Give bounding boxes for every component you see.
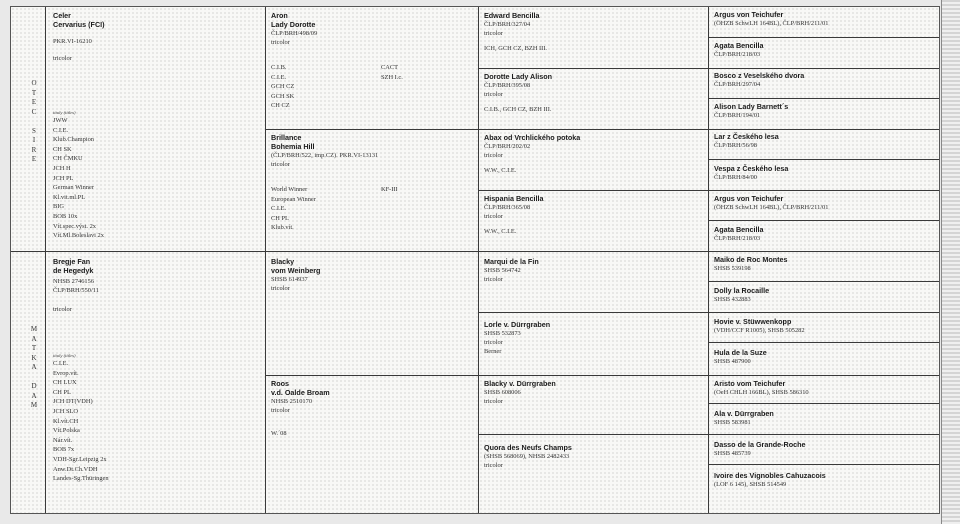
ancestor-cell bbox=[484, 133, 704, 189]
ancestor-color: tricolor bbox=[271, 39, 290, 46]
divider bbox=[478, 68, 939, 69]
ancestor-name: Brillance Bohemia Hill bbox=[271, 133, 315, 151]
ancestor-cell bbox=[271, 133, 474, 249]
divider bbox=[11, 251, 939, 252]
ancestor-name: Lorle v. Dürrgraben bbox=[484, 320, 551, 329]
ancestor-cell bbox=[714, 132, 936, 158]
side-label-letter: T bbox=[31, 344, 37, 352]
ancestor-name: Roos v.d. Oalde Broam bbox=[271, 379, 330, 397]
ancestor-cell bbox=[484, 443, 704, 509]
ancestor-registration: ČLP/BRH/365/08 bbox=[484, 204, 531, 211]
ancestor-cell bbox=[484, 379, 704, 433]
ancestor-registration: ČLP/BRH/395/08 bbox=[484, 82, 531, 89]
ancestor-name: Ala v. Dürrgraben bbox=[714, 409, 774, 418]
ancestor-registration: SHSB 608006 bbox=[484, 389, 521, 396]
side-label-letter: E bbox=[31, 155, 37, 163]
ancestor-name: Aron Lady Dorotte bbox=[271, 11, 316, 29]
ancestor-name: Quora des Neufs Champs bbox=[484, 443, 572, 452]
divider bbox=[708, 281, 939, 282]
ancestor-color: tricolor bbox=[271, 161, 290, 168]
side-label-letter bbox=[33, 117, 35, 127]
side-label-letter: O bbox=[31, 79, 37, 87]
ancestor-name: Lar z Českého lesa bbox=[714, 132, 779, 141]
ancestor-color: tricolor bbox=[484, 276, 503, 283]
ancestor-cell bbox=[714, 255, 936, 281]
ancestor-name: Dasso de la Grande-Roche bbox=[714, 440, 806, 449]
ancestor-cell bbox=[714, 471, 936, 501]
pedigree-chart bbox=[10, 6, 940, 514]
sire-side-label bbox=[25, 79, 43, 165]
side-label-letter: A bbox=[31, 391, 37, 400]
page-edge bbox=[941, 0, 960, 524]
ancestor-name: Agata Bencilla bbox=[714, 41, 764, 50]
ancestor-registration: (ÖHZB SchwLH 164BL), ČLP/BRH/211/01 bbox=[714, 204, 829, 211]
side-label-letter: T bbox=[31, 88, 37, 97]
ancestor-cell bbox=[714, 317, 936, 343]
ancestor-registration: ČLP/BRH/56/98 bbox=[714, 142, 757, 149]
ancestor-titles: Berner bbox=[484, 348, 502, 355]
ancestor-cell bbox=[714, 348, 936, 374]
sire-titles: JWW C.I.E. Klub.Champion CH SK CH ČMKU JCH H JCH PL German Winner Kl.vit.ml.PL BIG BOB 10x Vít.spec.výst. 2x Vít.Ml.Boleslavi 2x bbox=[53, 117, 104, 240]
ancestor-name: Hula de la Suze bbox=[714, 348, 767, 357]
ancestor-cell bbox=[714, 164, 936, 190]
divider bbox=[478, 190, 939, 191]
ancestor-name: Hispania Bencilla bbox=[484, 194, 544, 203]
ancestor-registration: (OeH CHLH 166BL), SHSB 586310 bbox=[714, 389, 809, 396]
ancestor-titles: W.´08 bbox=[271, 430, 287, 437]
side-label-letter: E bbox=[31, 98, 37, 106]
side-label-letter: D bbox=[31, 382, 37, 390]
side-label-letter bbox=[33, 373, 35, 383]
sire-name: Celer Cervarius (FCI) bbox=[53, 11, 105, 29]
divider bbox=[708, 220, 939, 221]
ancestor-registration: SHSB 614937 bbox=[271, 276, 308, 283]
ancestor-registration: ČLP/BRH/297/04 bbox=[714, 81, 761, 88]
ancestor-registration: SHSB 487900 bbox=[714, 358, 751, 365]
ancestor-registration: SHSB 539198 bbox=[714, 265, 751, 272]
divider bbox=[708, 159, 939, 160]
ancestor-name: Argus von Teichufer bbox=[714, 10, 784, 19]
ancestor-color: tricolor bbox=[271, 407, 290, 414]
ancestor-name: Blacky v. Dürrgraben bbox=[484, 379, 556, 388]
ancestor-name: Aristo vom Teichufer bbox=[714, 379, 786, 388]
ancestor-cell bbox=[484, 11, 704, 67]
ancestor-registration: SHSB 532873 bbox=[484, 330, 521, 337]
ancestor-name: Dorotte Lady Alison bbox=[484, 72, 553, 81]
ancestor-registration: SHSB 485739 bbox=[714, 450, 751, 457]
ancestor-registration: ČLP/BRH/218/03 bbox=[714, 51, 761, 58]
ancestor-name: Ivoire des Vignobles Cahuzacois bbox=[714, 471, 826, 480]
ancestor-cell bbox=[714, 10, 936, 36]
divider bbox=[708, 37, 939, 38]
ancestor-cell bbox=[714, 409, 936, 435]
divider bbox=[708, 7, 709, 513]
dam-registration: NHSB 2746156 ČLP/BRH/550/11 bbox=[53, 278, 99, 294]
ancestor-cell bbox=[714, 71, 936, 97]
ancestor-registration: SHSB 432883 bbox=[714, 296, 751, 303]
ancestor-cell bbox=[714, 286, 936, 312]
divider bbox=[478, 312, 939, 313]
sire-titles-heading: tituly (titles) bbox=[53, 110, 76, 115]
ancestor-cell bbox=[714, 225, 936, 251]
ancestor-color: tricolor bbox=[484, 462, 503, 469]
side-label-letter: M bbox=[30, 325, 38, 333]
ancestor-cell bbox=[271, 257, 474, 373]
ancestor-name: Abax od Vrchlického potoka bbox=[484, 133, 581, 142]
ancestor-registration: NHSB 2510170 bbox=[271, 398, 313, 405]
divider bbox=[265, 7, 266, 513]
ancestor-name: Argus von Teichufer bbox=[714, 194, 784, 203]
dam-name: Bregje Fan de Hegedyk bbox=[53, 257, 94, 275]
ancestor-color: tricolor bbox=[484, 213, 503, 220]
ancestor-cell bbox=[714, 379, 936, 405]
ancestor-cell bbox=[484, 320, 704, 374]
ancestor-name: Agata Bencilla bbox=[714, 225, 764, 234]
ancestor-registration: (VDH/CCF R1005), SHSB 505282 bbox=[714, 327, 805, 334]
ancestor-color: tricolor bbox=[271, 285, 290, 292]
side-label-letter: A bbox=[31, 363, 37, 371]
dam-side-label bbox=[25, 325, 43, 411]
divider bbox=[45, 7, 46, 513]
sire-color: tricolor bbox=[53, 55, 72, 62]
ancestor-name: Bosco z Veselského dvora bbox=[714, 71, 805, 80]
side-label-letter: R bbox=[31, 145, 37, 154]
dam-titles: C.I.E. Evrop.vít. CH LUX CH PL JCH DT(VDH) JCH SLO Kl.vít.CH Vít.Polska Nár.vít. BOB 7x VDH-Sgr.Leipzig 2x Anw.Dt.Ch.VDH Landes-Sg.Thüringen bbox=[53, 360, 109, 483]
dam-cell bbox=[53, 257, 258, 511]
divider bbox=[265, 375, 939, 376]
ancestor-color: tricolor bbox=[484, 152, 503, 159]
ancestor-name: Vespa z Českého lesa bbox=[714, 164, 789, 173]
ancestor-registration: (LOF 6 145), SHSB 514549 bbox=[714, 481, 787, 488]
ancestor-name: Dolly la Rocaille bbox=[714, 286, 770, 295]
side-label-letter: S bbox=[32, 126, 36, 135]
side-label-letter: I bbox=[32, 136, 36, 144]
ancestor-registration: ČLP/BRH/327/04 bbox=[484, 21, 531, 28]
side-label-letter: C bbox=[31, 107, 37, 116]
side-label-letter: A bbox=[31, 334, 37, 343]
divider bbox=[708, 98, 939, 99]
ancestor-cell bbox=[484, 72, 704, 128]
ancestor-cell bbox=[271, 379, 474, 509]
ancestor-registration: ČLP/BRH/194/01 bbox=[714, 112, 761, 119]
ancestor-cell bbox=[714, 102, 936, 128]
ancestor-titles: W.W., C.I.E. bbox=[484, 228, 517, 235]
ancestor-titles: ICH, GCH CZ, BZH III. bbox=[484, 45, 548, 52]
ancestor-name: Blacky vom Weinberg bbox=[271, 257, 321, 275]
sire-registration: PKR.VI-16210 bbox=[53, 38, 92, 45]
sire-cell bbox=[53, 11, 258, 249]
ancestor-name: Edward Bencilla bbox=[484, 11, 540, 20]
side-label-letter: K bbox=[31, 353, 37, 362]
ancestor-work-titles: KF-III bbox=[381, 186, 398, 193]
ancestor-registration: (SHSB 568069), NHSB 2482433 bbox=[484, 453, 570, 460]
side-label-letter: M bbox=[30, 401, 38, 409]
dam-color: tricolor bbox=[53, 306, 72, 313]
ancestor-titles: C.I.B. C.I.E. GCH CZ GCH SK CH CZ bbox=[271, 64, 295, 110]
divider bbox=[478, 7, 479, 513]
ancestor-registration: (ÖHZB SchwLH 164BL), ČLP/BRH/211/01 bbox=[714, 20, 829, 27]
ancestor-color: tricolor bbox=[484, 339, 503, 346]
ancestor-name: Hovie v. Stüwwenkopp bbox=[714, 317, 792, 326]
ancestor-color: tricolor bbox=[484, 398, 503, 405]
ancestor-cell bbox=[484, 257, 704, 311]
ancestor-titles: W.W., C.I.E. bbox=[484, 167, 517, 174]
ancestor-registration: ČLP/BRH/218/03 bbox=[714, 235, 761, 242]
ancestor-cell bbox=[714, 41, 936, 67]
ancestor-registration: (ČLP/BRH/522, imp.CZ). PKR.VI-13131 bbox=[271, 152, 379, 159]
ancestor-work-titles: CACT SZH I.c. bbox=[381, 64, 403, 81]
ancestor-titles: World Winner European Winner C.I.E. CH PL Klub.vít. bbox=[271, 186, 316, 232]
ancestor-color: tricolor bbox=[484, 30, 503, 37]
ancestor-name: Marqui de la Fin bbox=[484, 257, 539, 266]
ancestor-registration: SHSB 583981 bbox=[714, 419, 751, 426]
ancestor-registration: ČLP/BRH/202/02 bbox=[484, 143, 531, 150]
ancestor-cell bbox=[271, 11, 474, 127]
ancestor-cell bbox=[714, 440, 936, 466]
divider bbox=[265, 129, 939, 130]
ancestor-titles: C.I.B., GCH CZ, BZH III. bbox=[484, 106, 552, 113]
ancestor-registration: SHSB 564742 bbox=[484, 267, 521, 274]
ancestor-name: Alison Lady Barnett´s bbox=[714, 102, 789, 111]
ancestor-name: Maiko de Roc Montes bbox=[714, 255, 788, 264]
ancestor-registration: ČLP/BRH/498/09 bbox=[271, 30, 318, 37]
dam-titles-heading: tituly (titles) bbox=[53, 353, 76, 358]
ancestor-cell bbox=[484, 194, 704, 250]
ancestor-color: tricolor bbox=[484, 91, 503, 98]
ancestor-cell bbox=[714, 194, 936, 220]
ancestor-registration: ČLP/BRH/84/00 bbox=[714, 174, 757, 181]
